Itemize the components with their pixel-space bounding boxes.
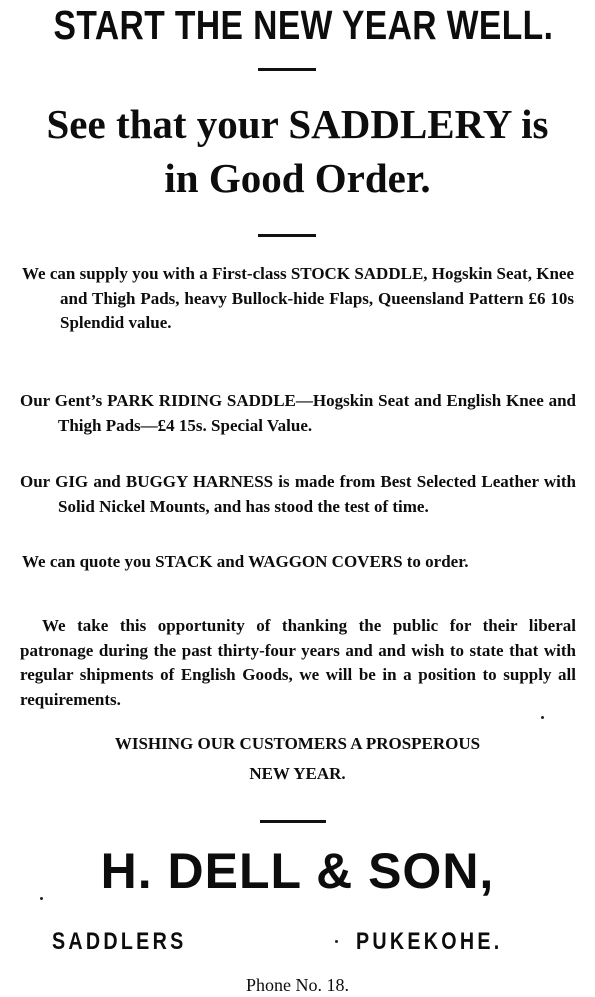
print-speck <box>40 897 43 900</box>
print-speck <box>541 716 544 719</box>
stock-saddle-paragraph: We can supply you with a First-class STOCK SADDLE, Hogskin Seat, Knee and Thigh Pads, heavy Bullock-hide Flaps, Queensland Pattern £6 10s Splendid value. <box>22 264 574 332</box>
subheading-line-1: See that your SADDLERY is <box>46 101 549 147</box>
town-label: PUKEKOHE. <box>356 928 503 955</box>
greeting-line-1: WISHING OUR CUSTOMERS A PROSPEROUS <box>114 734 481 753</box>
subheading-line-2: in Good Order. <box>164 155 431 201</box>
park-saddle-paragraph: Our Gent’s PARK RIDING SADDLE—Hogskin Seat and English Knee and Thigh Pads—£4 15s. Special Value. <box>20 391 576 435</box>
harness-paragraph: Our GIG and BUGGY HARNESS is made from Best Selected Leather with Solid Nickel Mounts, and has stood the test of time. <box>20 472 576 516</box>
thanks-paragraph: We take this opportunity of thanking the public for their liberal patronage during the past thirty-four years and and wish to state that with regular shipments of English Goods, we will be in a position to supply all requirements. <box>20 616 576 709</box>
divider-rule <box>260 820 326 823</box>
print-speck <box>335 940 338 943</box>
divider-rule <box>258 234 316 237</box>
trade-label: SADDLERS <box>52 928 187 955</box>
covers-paragraph: We can quote you STACK and WAGGON COVERS to order. <box>22 552 469 571</box>
headline: START THE NEW YEAR WELL. <box>53 2 554 48</box>
greeting-line-2: NEW YEAR. <box>249 764 346 783</box>
phone-number: Phone No. 18. <box>246 975 349 995</box>
firm-name: H. DELL & SON, <box>100 843 495 899</box>
divider-rule <box>258 68 316 71</box>
